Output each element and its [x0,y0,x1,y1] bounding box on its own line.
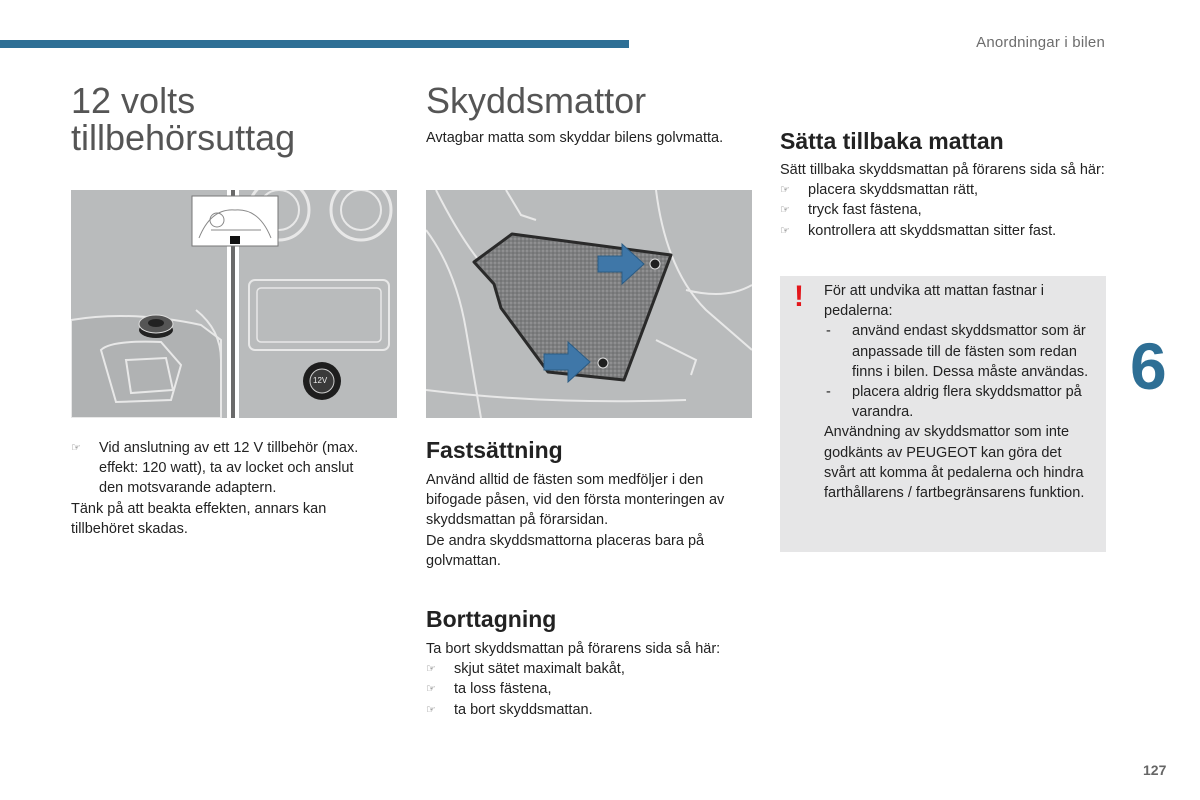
warning-outro: Användning av skyddsmattor som inte godkänts av PEUGEOT kan göra det svårt att komma åt pedalerna och hindra farthållarens / fartbegränsarens funktion. [824,424,1085,502]
page-number: 127 [1143,762,1167,778]
socket-drawing [71,190,397,418]
warning-text [824,281,1096,503]
socket-illustration [71,190,397,418]
list-item: ☞ Vid anslutning av ett 12 V tillbehör (max. effekt: 120 watt), ta av locket och anslut den motsvarande adaptern. [71,438,381,499]
warning-box [780,276,1106,552]
col1-body [71,438,381,539]
warning-intro: För att undvika att mattan fastnar i pedalerna: [824,283,1045,320]
fastening-body [426,470,756,571]
title-line-2: tillbehörsuttag [71,117,296,158]
chapter-number: 6 [1130,329,1167,403]
removal-intro: Ta bort skyddsmattan på förarens sida så här: [426,641,721,657]
removal-body [426,639,756,720]
removal-steps [426,659,756,720]
list-item: ☞ skjut sätet maximalt bakåt, [426,659,756,679]
warning-list [824,321,1096,422]
refit-heading: Sätta tillbaka mattan [780,128,1004,154]
list-item: - använd endast skyddsmattor som är anpassade till de fästen som redan finns i bilen. Dessa måste användas. [824,321,1096,382]
list-item: ☞ kontrollera att skyddsmattan sitter fast. [780,221,1105,241]
floor-mat-drawing [426,190,752,418]
warning-icon: ! [794,280,804,313]
fastening-paragraph-1: Använd alltid de fästen som medföljer i den bifogade påsen, vid den första monteringen av skyddsmattan på förarsidan. [426,472,725,529]
fastening-heading: Fastsättning [426,437,563,463]
header-accent-bar [0,40,629,48]
list-item: ☞ ta loss fästena, [426,679,756,699]
fastening-paragraph-2: De andra skyddsmattorna placeras bara på golvmattan. [426,532,705,569]
section-title: Anordningar i bilen [976,34,1105,51]
socket-12v-label: 12V [313,376,328,385]
floor-mat-illustration [426,190,752,418]
list-item: - placera aldrig flera skyddsmattor på varandra. [824,382,1096,422]
col1-note: Tänk på att beakta effekten, annars kan tillbehöret skadas. [71,500,327,537]
page-title-12v [71,82,295,156]
removal-heading: Borttagning [426,606,557,632]
list-item: ☞ ta bort skyddsmattan. [426,700,756,720]
title-line-1: 12 volts [71,80,196,121]
list-item: ☞ tryck fast fästena, [780,200,1105,220]
col1-bullets [71,438,381,499]
page-title-mats: Skyddsmattor [426,80,647,121]
refit-body [780,160,1105,241]
refit-steps [780,180,1105,241]
list-item: ☞ placera skyddsmattan rätt, [780,180,1105,200]
mats-intro: Avtagbar matta som skyddar bilens golvmatta. [426,130,724,146]
refit-intro: Sätt tillbaka skyddsmattan på förarens sida så här: [780,162,1105,178]
